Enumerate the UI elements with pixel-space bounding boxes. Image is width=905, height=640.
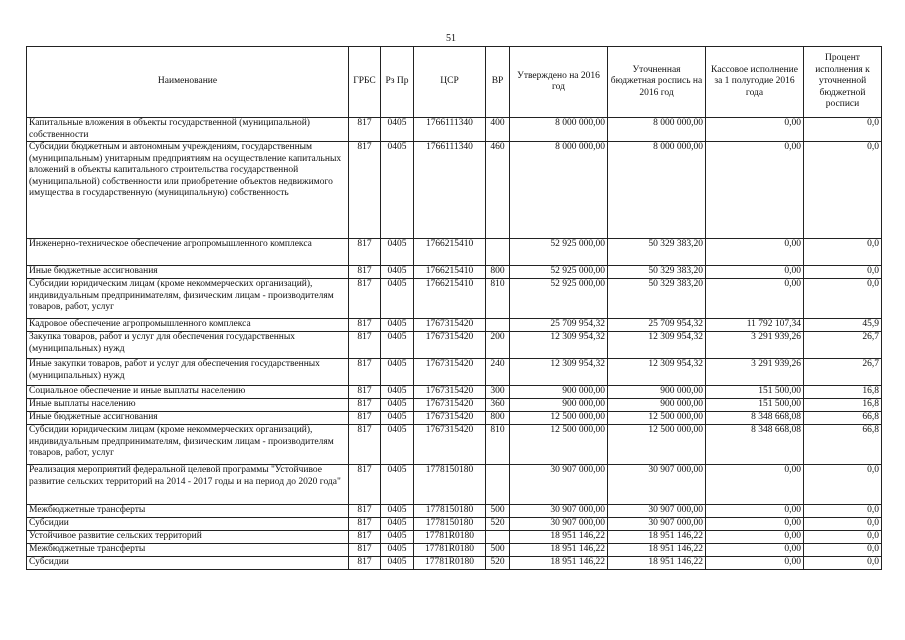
table-row: [27, 465, 882, 505]
cell-updated: 12 500 000,00: [608, 425, 706, 465]
cell-grbs: 817: [349, 386, 381, 399]
cell-csr: 1766215410: [414, 279, 486, 319]
cell-csr: 1767315420: [414, 399, 486, 412]
cell-cash: 0,00: [706, 465, 804, 505]
cell-approved: 30 907 000,00: [510, 465, 608, 505]
cell-name: Иные закупки товаров, работ и услуг для обеспечения государственных (муниципальных) нужд: [27, 359, 349, 386]
cell-approved: 30 907 000,00: [510, 518, 608, 531]
cell-updated: 900 000,00: [608, 386, 706, 399]
header-updated: Уточненная бюджетная роспись на 2016 год: [608, 47, 706, 118]
table-row: [27, 118, 882, 142]
cell-approved: 12 309 954,32: [510, 332, 608, 359]
cell-percent: 0,0: [804, 544, 882, 557]
cell-updated: 50 329 383,20: [608, 266, 706, 279]
cell-csr: 1767315420: [414, 412, 486, 425]
cell-grbs: 817: [349, 118, 381, 142]
cell-csr: 1766215410: [414, 266, 486, 279]
cell-csr: 1766111340: [414, 118, 486, 142]
cell-grbs: 817: [349, 531, 381, 544]
cell-name: Межбюджетные трансферты: [27, 544, 349, 557]
cell-updated: 12 309 954,32: [608, 332, 706, 359]
cell-csr: 17781R0180: [414, 531, 486, 544]
cell-approved: 18 951 146,22: [510, 531, 608, 544]
cell-cash: 0,00: [706, 531, 804, 544]
cell-csr: 1778150180: [414, 505, 486, 518]
cell-cash: 0,00: [706, 544, 804, 557]
cell-percent: 45,9: [804, 319, 882, 332]
header-grbs: ГРБС: [349, 47, 381, 118]
cell-name: Субсидии: [27, 518, 349, 531]
cell-approved: 52 925 000,00: [510, 239, 608, 266]
cell-csr: 17781R0180: [414, 544, 486, 557]
table-row: [27, 239, 882, 266]
cell-cash: 3 291 939,26: [706, 359, 804, 386]
header-rz-pr: Рз Пр: [381, 47, 414, 118]
header-csr: ЦСР: [414, 47, 486, 118]
cell-cash: 0,00: [706, 557, 804, 570]
cell-name: Иные выплаты населению: [27, 399, 349, 412]
cell-grbs: 817: [349, 465, 381, 505]
cell-name: Капитальные вложения в объекты государственной (муниципальной) собственности: [27, 118, 349, 142]
cell-csr: 1778150180: [414, 465, 486, 505]
cell-vr: 500: [486, 505, 510, 518]
cell-rz-pr: 0405: [381, 399, 414, 412]
cell-rz-pr: 0405: [381, 531, 414, 544]
cell-cash: 0,00: [706, 118, 804, 142]
cell-updated: 18 951 146,22: [608, 557, 706, 570]
cell-vr: 520: [486, 518, 510, 531]
cell-grbs: 817: [349, 518, 381, 531]
cell-updated: 12 500 000,00: [608, 412, 706, 425]
cell-approved: 18 951 146,22: [510, 544, 608, 557]
cell-approved: 12 309 954,32: [510, 359, 608, 386]
cell-updated: 25 709 954,32: [608, 319, 706, 332]
header-approved: Утверждено на 2016 год: [510, 47, 608, 118]
cell-updated: 900 000,00: [608, 399, 706, 412]
cell-vr: [486, 319, 510, 332]
cell-updated: 8 000 000,00: [608, 118, 706, 142]
cell-cash: 8 348 668,08: [706, 425, 804, 465]
cell-updated: 50 329 383,20: [608, 239, 706, 266]
cell-percent: 0,0: [804, 518, 882, 531]
table-row: [27, 518, 882, 531]
cell-rz-pr: 0405: [381, 518, 414, 531]
table-row: [27, 359, 882, 386]
header-row: [27, 47, 882, 118]
cell-vr: 200: [486, 332, 510, 359]
cell-cash: 0,00: [706, 505, 804, 518]
cell-cash: 8 348 668,08: [706, 412, 804, 425]
cell-percent: 0,0: [804, 266, 882, 279]
cell-approved: 12 500 000,00: [510, 412, 608, 425]
cell-grbs: 817: [349, 266, 381, 279]
cell-rz-pr: 0405: [381, 118, 414, 142]
cell-cash: 151 500,00: [706, 399, 804, 412]
cell-csr: 1767315420: [414, 359, 486, 386]
cell-grbs: 817: [349, 142, 381, 239]
cell-rz-pr: 0405: [381, 465, 414, 505]
table-row: [27, 386, 882, 399]
cell-name: Иные бюджетные ассигнования: [27, 412, 349, 425]
cell-grbs: 817: [349, 412, 381, 425]
page-number: 51: [446, 33, 456, 44]
header-cash: Кассовое исполнение за 1 полугодие 2016 года: [706, 47, 804, 118]
cell-vr: 240: [486, 359, 510, 386]
cell-name: Субсидии: [27, 557, 349, 570]
cell-percent: 0,0: [804, 505, 882, 518]
cell-grbs: 817: [349, 332, 381, 359]
cell-updated: 50 329 383,20: [608, 279, 706, 319]
cell-percent: 66,8: [804, 425, 882, 465]
table-row: [27, 399, 882, 412]
cell-grbs: 817: [349, 425, 381, 465]
cell-csr: 1767315420: [414, 386, 486, 399]
cell-name: Субсидии бюджетным и автономным учреждениям, государственным (муниципальным) унитарным предприятиям на осуществление капитальных вложений в объекты капитального строительства государственной (муниципальной) собственности или приобретение объектов недвижимого имущества в государственную (муниципальную) собственность: [27, 142, 349, 239]
cell-cash: 0,00: [706, 518, 804, 531]
cell-csr: 17781R0180: [414, 557, 486, 570]
cell-cash: 0,00: [706, 279, 804, 319]
header-percent: Процент исполнения к уточненной бюджетной росписи: [804, 47, 882, 118]
cell-rz-pr: 0405: [381, 557, 414, 570]
table-row: [27, 505, 882, 518]
cell-name: Закупка товаров, работ и услуг для обеспечения государственных (муниципальных) нужд: [27, 332, 349, 359]
header-vr: ВР: [486, 47, 510, 118]
cell-approved: 52 925 000,00: [510, 266, 608, 279]
cell-csr: 1767315420: [414, 332, 486, 359]
cell-name: Реализация мероприятий федеральной целевой программы "Устойчивое развитие сельских территорий на 2014 - 2017 годы и на период до 2020 года": [27, 465, 349, 505]
cell-approved: 18 951 146,22: [510, 557, 608, 570]
cell-grbs: 817: [349, 239, 381, 266]
cell-name: Инженерно-техническое обеспечение агропромышленного комплекса: [27, 239, 349, 266]
cell-percent: 0,0: [804, 531, 882, 544]
cell-vr: 500: [486, 544, 510, 557]
cell-updated: 18 951 146,22: [608, 544, 706, 557]
cell-grbs: 817: [349, 279, 381, 319]
cell-grbs: 817: [349, 359, 381, 386]
cell-rz-pr: 0405: [381, 359, 414, 386]
cell-updated: 18 951 146,22: [608, 531, 706, 544]
table-row: [27, 557, 882, 570]
cell-name: Субсидии юридическим лицам (кроме некоммерческих организаций), индивидуальным предпринимателям, физическим лицам - производителям товаров, работ, услуг: [27, 425, 349, 465]
cell-percent: 0,0: [804, 557, 882, 570]
cell-rz-pr: 0405: [381, 279, 414, 319]
cell-approved: 8 000 000,00: [510, 142, 608, 239]
cell-percent: 26,7: [804, 332, 882, 359]
table-row: [27, 544, 882, 557]
cell-vr: 300: [486, 386, 510, 399]
cell-percent: 16,8: [804, 386, 882, 399]
cell-updated: 12 309 954,32: [608, 359, 706, 386]
cell-cash: 0,00: [706, 142, 804, 239]
cell-cash: 0,00: [706, 266, 804, 279]
cell-approved: 12 500 000,00: [510, 425, 608, 465]
cell-vr: [486, 239, 510, 266]
cell-rz-pr: 0405: [381, 332, 414, 359]
cell-percent: 0,0: [804, 279, 882, 319]
cell-approved: 30 907 000,00: [510, 505, 608, 518]
cell-csr: 1766111340: [414, 142, 486, 239]
table-row: [27, 279, 882, 319]
cell-name: Иные бюджетные ассигнования: [27, 266, 349, 279]
cell-grbs: 817: [349, 399, 381, 412]
cell-name: Кадровое обеспечение агропромышленного комплекса: [27, 319, 349, 332]
cell-percent: 0,0: [804, 118, 882, 142]
cell-csr: 1778150180: [414, 518, 486, 531]
cell-cash: 151 500,00: [706, 386, 804, 399]
cell-grbs: 817: [349, 557, 381, 570]
cell-approved: 8 000 000,00: [510, 118, 608, 142]
cell-approved: 900 000,00: [510, 386, 608, 399]
cell-updated: 8 000 000,00: [608, 142, 706, 239]
cell-rz-pr: 0405: [381, 266, 414, 279]
cell-cash: 0,00: [706, 239, 804, 266]
cell-vr: 460: [486, 142, 510, 239]
table-row: [27, 412, 882, 425]
cell-updated: 30 907 000,00: [608, 518, 706, 531]
cell-grbs: 817: [349, 505, 381, 518]
header-name: Наименование: [27, 47, 349, 118]
cell-rz-pr: 0405: [381, 412, 414, 425]
cell-approved: 900 000,00: [510, 399, 608, 412]
cell-vr: [486, 465, 510, 505]
cell-vr: 810: [486, 279, 510, 319]
cell-rz-pr: 0405: [381, 386, 414, 399]
table-row: [27, 531, 882, 544]
cell-name: Межбюджетные трансферты: [27, 505, 349, 518]
cell-name: Субсидии юридическим лицам (кроме некоммерческих организаций), индивидуальным предпринимателям, физическим лицам - производителям товаров, работ, услуг: [27, 279, 349, 319]
cell-percent: 26,7: [804, 359, 882, 386]
cell-rz-pr: 0405: [381, 142, 414, 239]
cell-percent: 66,8: [804, 412, 882, 425]
table-row: [27, 425, 882, 465]
cell-rz-pr: 0405: [381, 319, 414, 332]
cell-cash: 3 291 939,26: [706, 332, 804, 359]
table-row: [27, 266, 882, 279]
cell-name: Устойчивое развитие сельских территорий: [27, 531, 349, 544]
cell-rz-pr: 0405: [381, 544, 414, 557]
cell-rz-pr: 0405: [381, 239, 414, 266]
table-row: [27, 332, 882, 359]
cell-csr: 1767315420: [414, 425, 486, 465]
cell-csr: 1767315420: [414, 319, 486, 332]
cell-rz-pr: 0405: [381, 425, 414, 465]
cell-vr: 800: [486, 412, 510, 425]
cell-csr: 1766215410: [414, 239, 486, 266]
cell-approved: 52 925 000,00: [510, 279, 608, 319]
table-row: [27, 319, 882, 332]
cell-updated: 30 907 000,00: [608, 505, 706, 518]
cell-vr: [486, 531, 510, 544]
table-row: [27, 142, 882, 239]
cell-cash: 11 792 107,34: [706, 319, 804, 332]
cell-percent: 16,8: [804, 399, 882, 412]
table-body: [27, 118, 882, 570]
cell-grbs: 817: [349, 544, 381, 557]
cell-updated: 30 907 000,00: [608, 465, 706, 505]
cell-vr: 400: [486, 118, 510, 142]
cell-percent: 0,0: [804, 465, 882, 505]
cell-grbs: 817: [349, 319, 381, 332]
budget-table: [26, 46, 882, 570]
cell-vr: 360: [486, 399, 510, 412]
cell-percent: 0,0: [804, 239, 882, 266]
cell-vr: 810: [486, 425, 510, 465]
cell-rz-pr: 0405: [381, 505, 414, 518]
cell-name: Социальное обеспечение и иные выплаты населению: [27, 386, 349, 399]
cell-vr: 800: [486, 266, 510, 279]
cell-approved: 25 709 954,32: [510, 319, 608, 332]
cell-vr: 520: [486, 557, 510, 570]
cell-percent: 0,0: [804, 142, 882, 239]
